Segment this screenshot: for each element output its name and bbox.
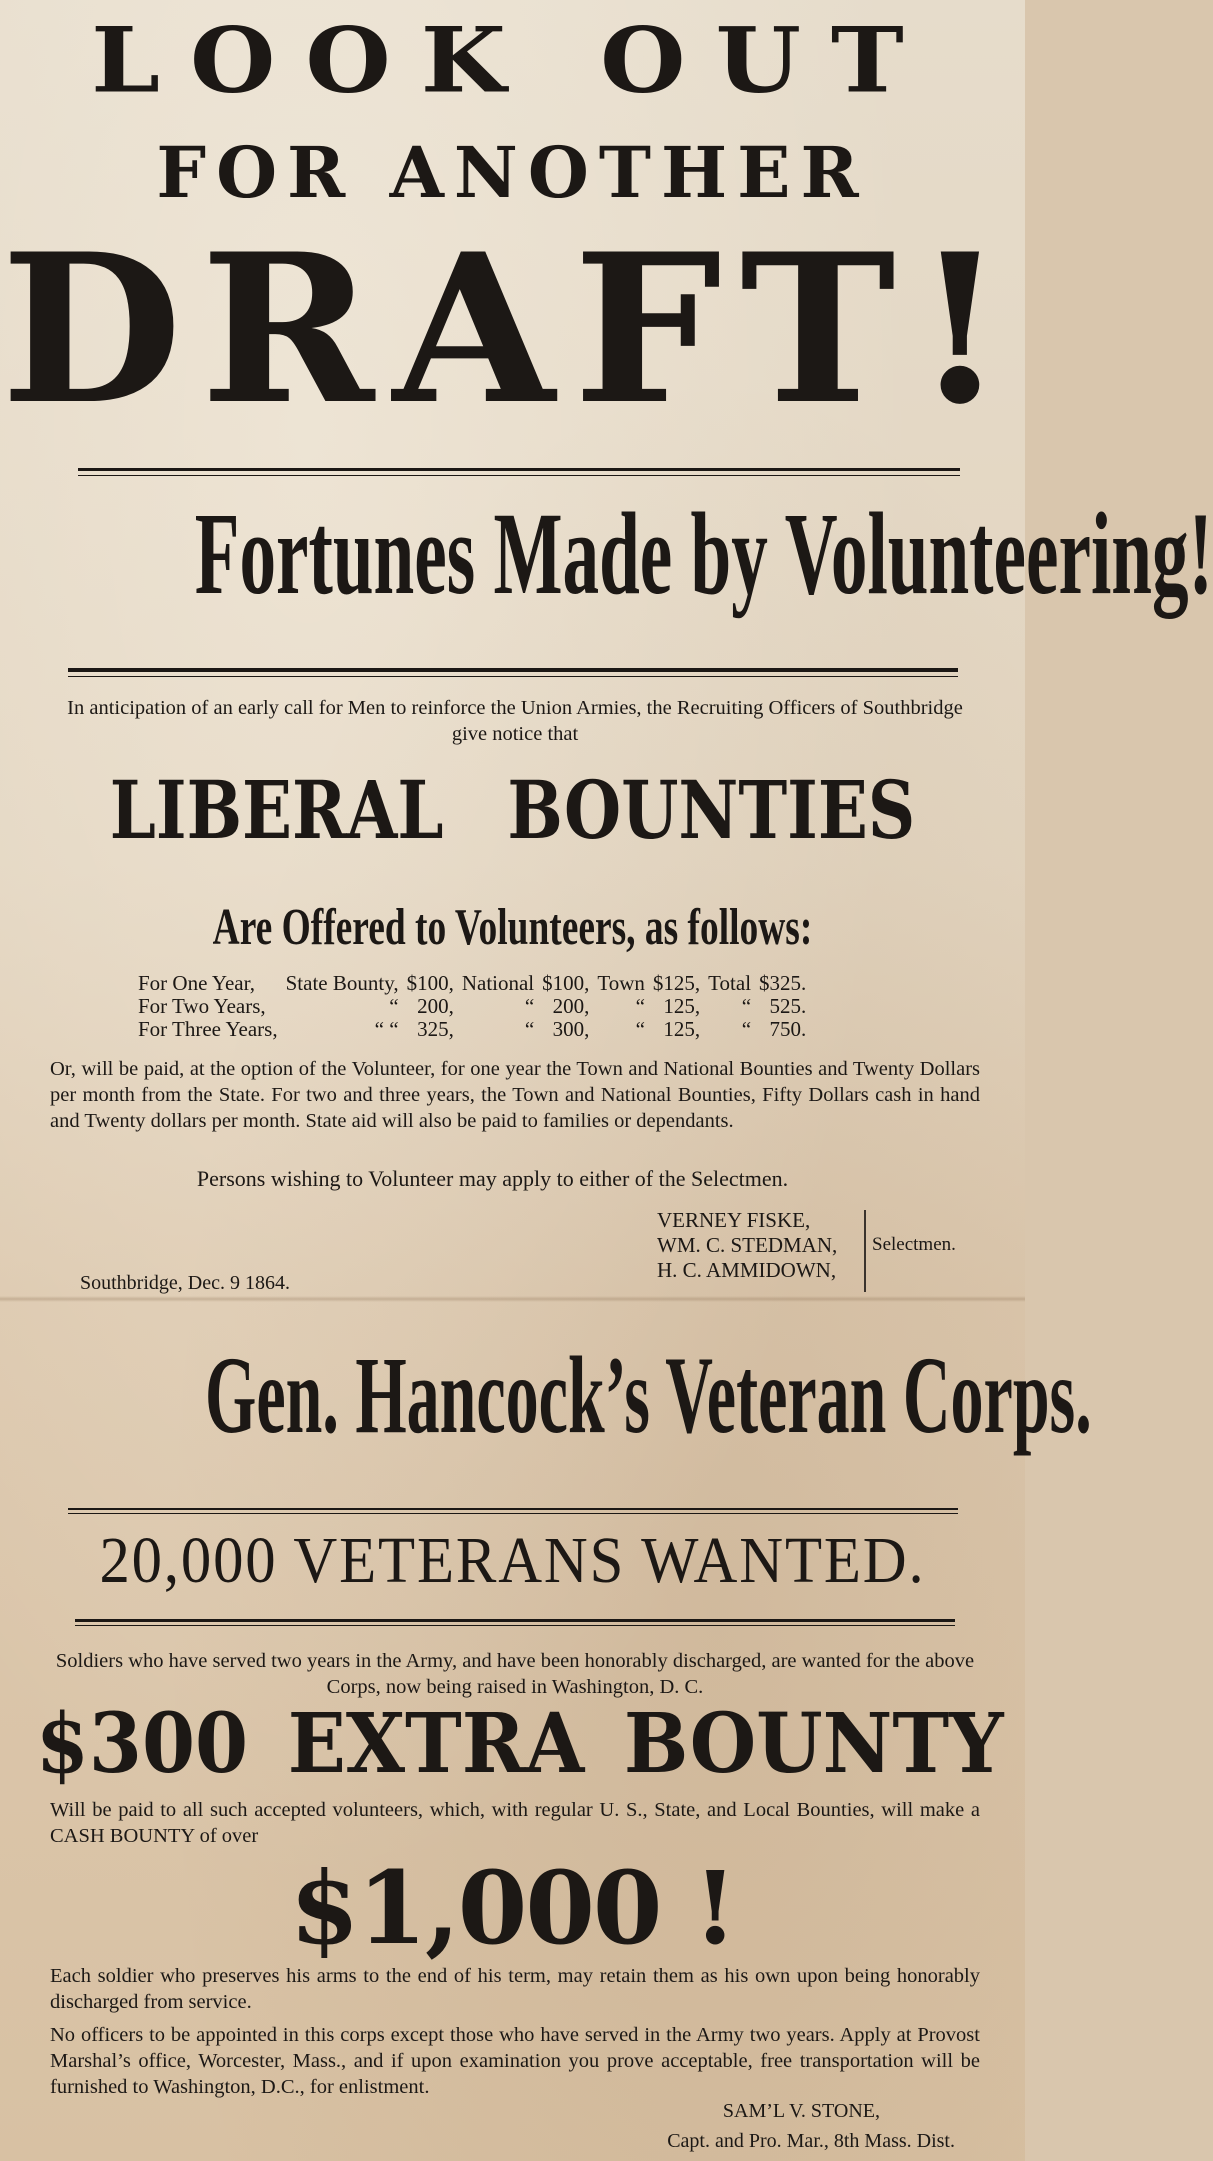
term-cell: For One Year, [138,971,255,995]
town-cell: 125, [663,1017,701,1041]
selectmen-brace [864,1210,866,1292]
total-cell: $325. [759,971,807,995]
rule-upper-1 [78,468,960,471]
amount-heading: $1,000 ! [289,1849,736,1967]
state-cell: $100, [406,971,454,995]
town-cell: 125, [663,994,701,1018]
signature-block [667,2096,955,2156]
paper-fold [0,1296,1025,1302]
apply-paragraph: Persons wishing to Volunteer may apply to either of the Selectmen. [196,1166,789,1191]
town-cell: $125, [652,971,701,995]
rule-fortunes-2 [68,676,958,677]
bounty-table [138,972,814,1041]
liberal-bounties-heading: LIBERAL BOUNTIES [109,763,916,857]
state-label-cell: “ “ [374,1017,399,1041]
soldiers-paragraph: Soldiers who have served two years in the Army, and have been honorably discharged, are wanted for the above Corps, now being raised in Washington, D. C. [55,1650,975,1698]
officers-paragraph: No officers to be appointed in this corps except those who have served in the Army two years. Apply at Provost Marshal’s office, Worcester, Mass., and if upon examination you prove acceptable, free transportation will be furnished to Washington, D.C., for enlistment. [50,2024,980,2098]
total-label-cell: “ [741,1017,752,1041]
offered-subheading: Are Offered to Volunteers, as follows: [212,899,813,956]
national-cell: 200, [552,994,590,1018]
date-line: Southbridge, Dec. 9 1864. [80,1272,290,1294]
headline-draft: DRAFT! [0,210,1025,450]
term-cell: For Two Years, [138,994,266,1018]
state-cell: 200, [417,994,454,1018]
signature-title: Capt. and Pro. Mar., 8th Mass. Dist. [667,2130,955,2152]
state-label-cell: “ [389,994,399,1018]
town-label-cell: Town [597,971,645,995]
cash-paragraph: Will be paid to all such accepted volunteers, which, with regular U. S., State, and Local Bounties, will make a CASH BOUNTY of over [50,1799,980,1847]
headline-for-another: FOR ANOTHER [156,131,869,214]
intro-paragraph: In anticipation of an early call for Men to reinforce the Union Armies, the Recruiting Officers of Southbridge give notice that [67,697,963,745]
table-row [138,995,814,1018]
total-cell: 525. [769,994,807,1018]
rule-upper-2 [78,475,960,476]
selectman-name: H. C. AMMIDOWN, [657,1258,837,1282]
national-label-cell: National [461,971,535,995]
national-cell: $100, [542,971,590,995]
selectmen-label: Selectmen. [872,1234,956,1255]
total-label-cell: “ [741,994,752,1018]
national-label-cell: “ [524,1017,535,1041]
arms-paragraph: Each soldier who preserves his arms to the end of his term, may retain them as his own upon being honorably discharged from service. [50,1965,980,2013]
selectmen-list [657,1208,837,1283]
selectman-name: WM. C. STEDMAN, [657,1233,838,1257]
national-cell: 300, [552,1017,590,1041]
town-label-cell: “ [635,1017,645,1041]
table-row [138,972,814,995]
rule-veterans-1 [75,1619,955,1622]
total-cell: 750. [769,1017,807,1041]
national-label-cell: “ [524,994,535,1018]
signature-name: SAM’L V. STONE, [722,2100,880,2122]
headline-look-out: LOOK OUT [91,7,934,114]
rule-fortunes-1 [68,668,958,672]
rule-corps-2 [68,1513,958,1514]
option-paragraph: Or, will be paid, at the option of the Volunteer, for one year the Town and National Bounties and Twenty Dollars per month from the State. For two and three years, the Town and National Bounties, Fifty Dollars cash in hand and Twenty dollars per month. State aid will also be paid to families or dependants. [50,1058,980,1132]
headline-fortunes: Fortunes Made by Volunteering! [194,488,1213,619]
total-label-cell: Total [708,971,752,995]
state-label-cell: State Bounty, [285,971,399,995]
town-label-cell: “ [635,994,645,1018]
rule-corps-1 [68,1508,958,1510]
state-cell: 325, [417,1017,454,1041]
veterans-wanted-heading: 20,000 VETERANS WANTED. [99,1524,926,1597]
rule-veterans-2 [75,1625,955,1626]
extra-bounty-heading: $300 EXTRA BOUNTY [35,1696,1004,1792]
corps-heading: Gen. Hancock’s Veteran Corps. [205,1334,1092,1456]
selectman-name: VERNEY FISKE, [657,1208,811,1232]
table-row [138,1018,814,1041]
term-cell: For Three Years, [138,1017,278,1041]
